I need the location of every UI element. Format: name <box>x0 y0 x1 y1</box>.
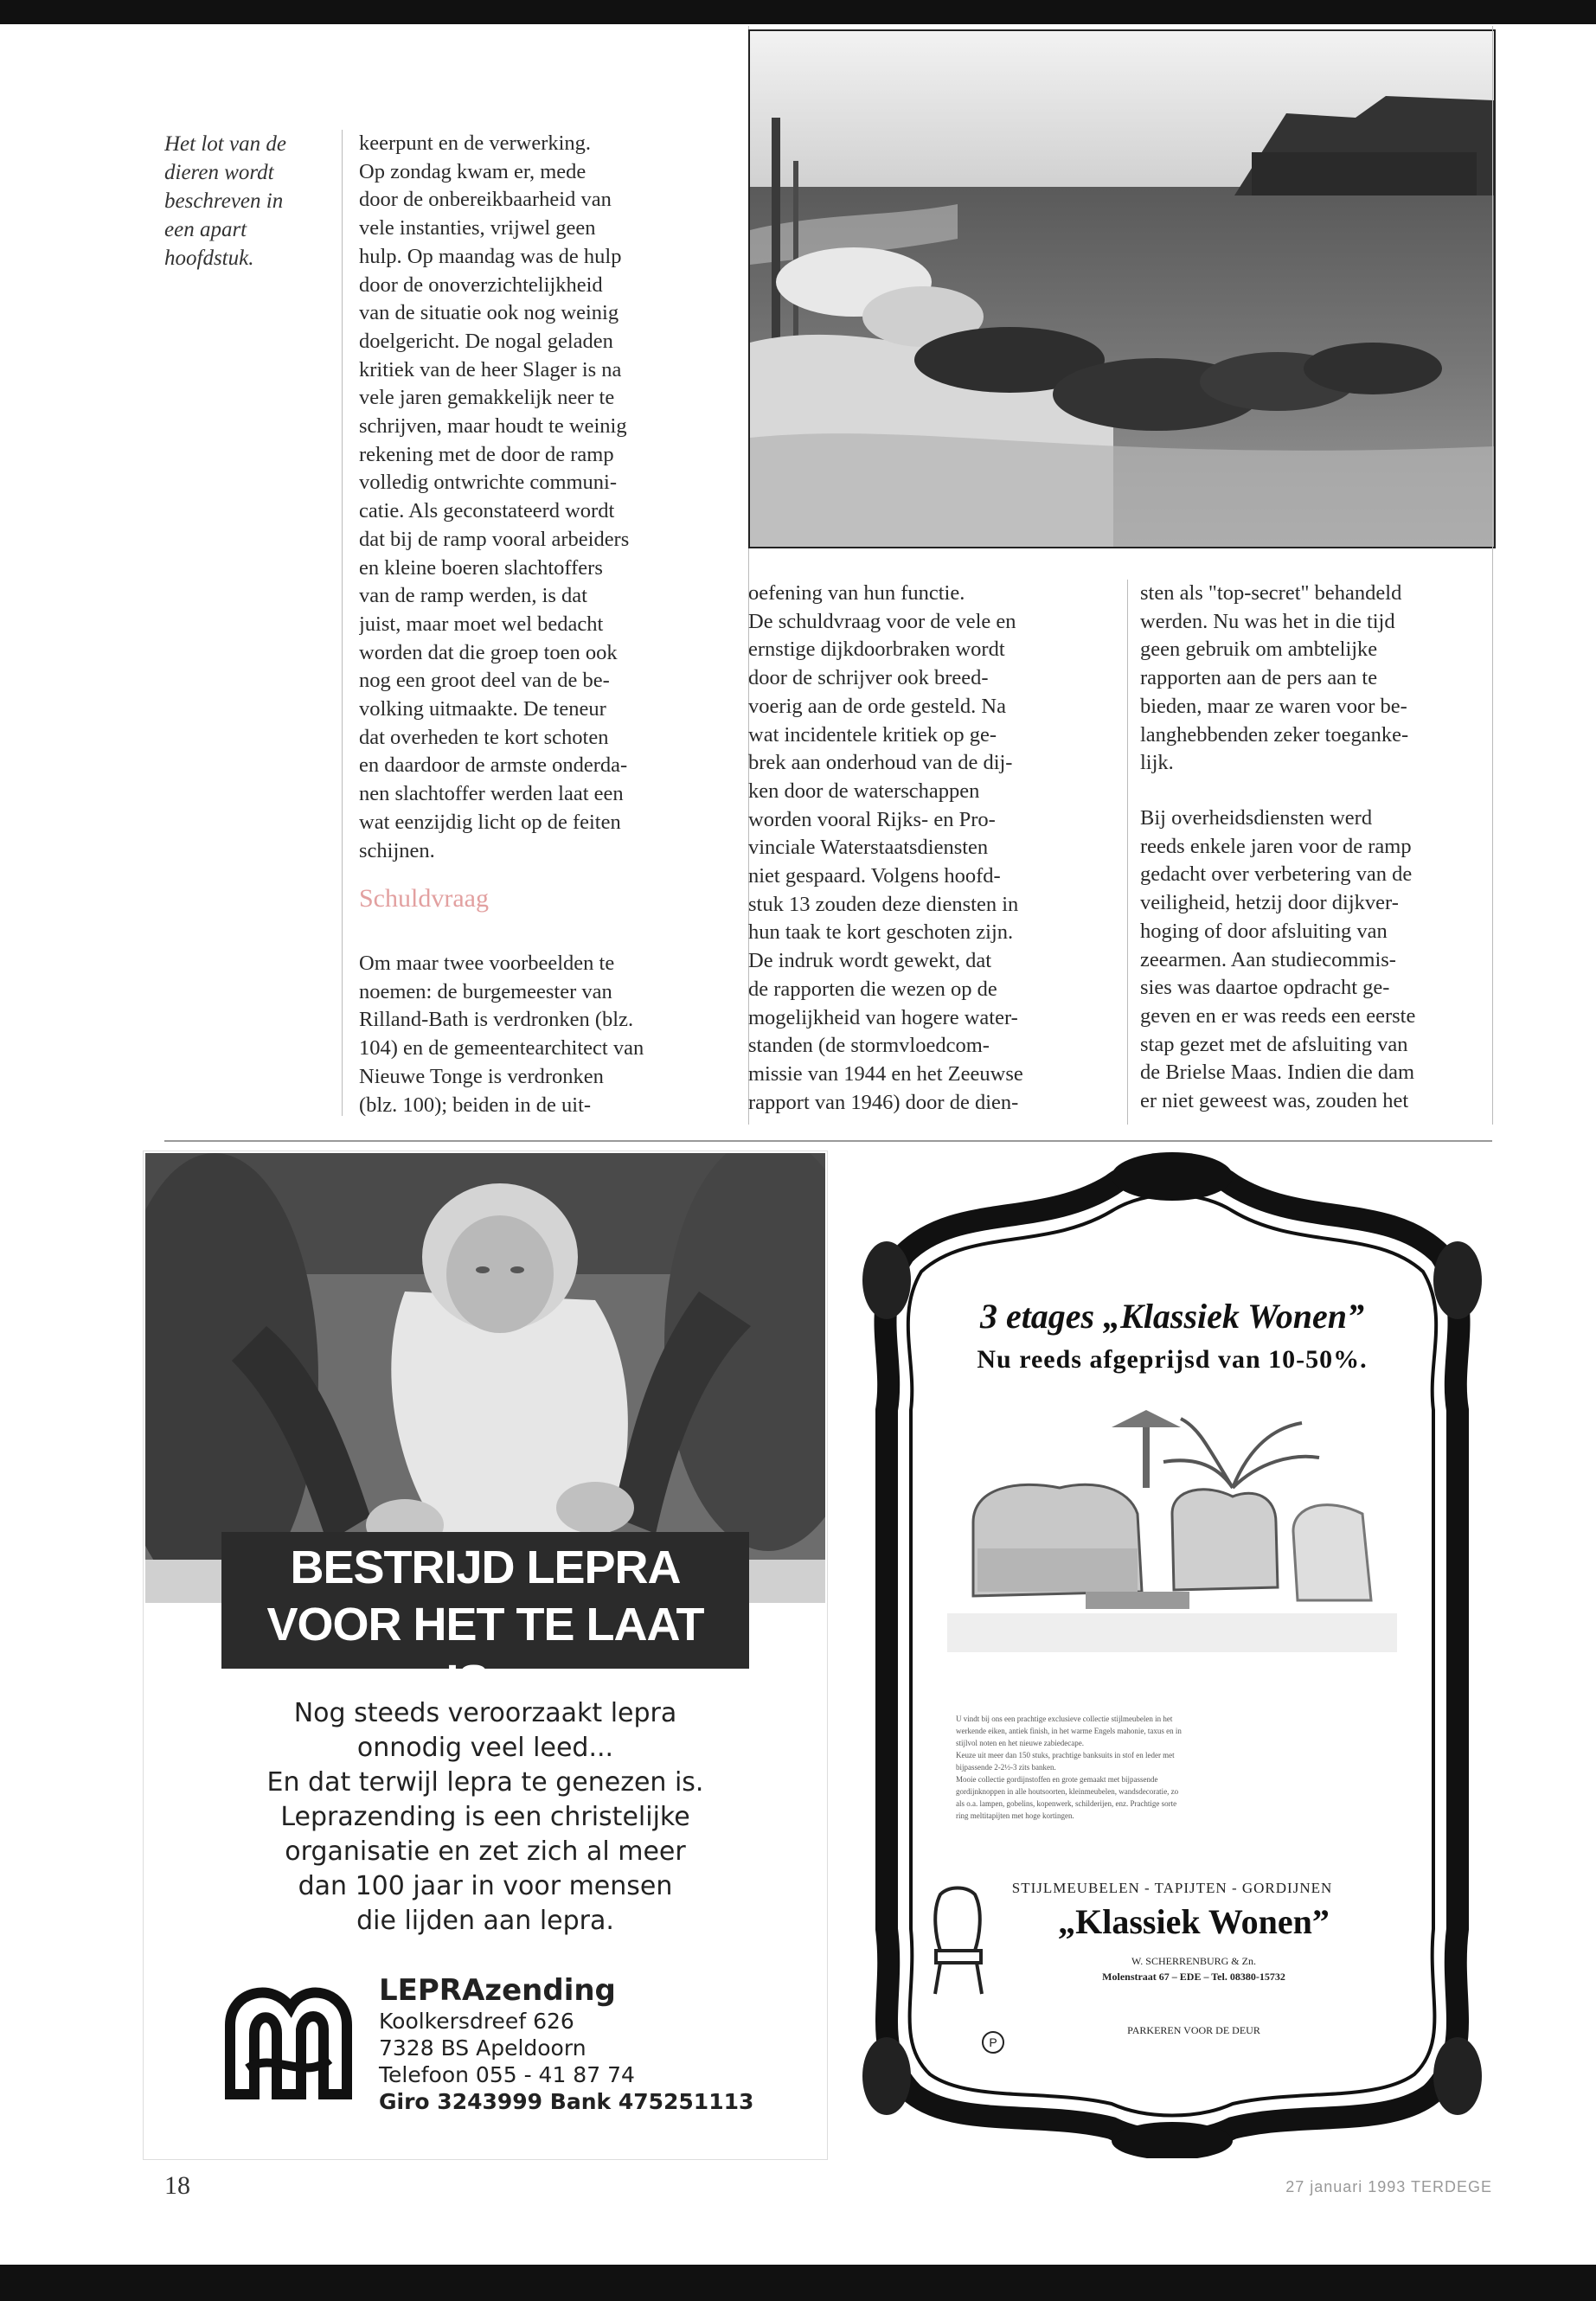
article-line: volledig ontwrichte communi- <box>359 471 618 495</box>
lepra-banner-line-2: VOOR HET TE LAAT IS... <box>266 1599 704 1708</box>
column-rule-3 <box>1127 580 1128 1125</box>
article-line: en kleine boeren slachtoffers <box>359 555 603 580</box>
footer-date-magazine: 27 januari 1993 TERDEGE <box>1285 2178 1492 2195</box>
article-line: en daardoor de armste onderda- <box>359 753 628 778</box>
article-column-1 <box>359 130 709 865</box>
article-line: vele jaren gemakkelijk neer te <box>359 386 615 410</box>
klassiek-owner: W. SCHERRENBURG & Zn. <box>1131 1955 1256 1967</box>
article-line: schijnen. <box>359 838 435 862</box>
lepra-giro: Giro 3243999 Bank 475251113 <box>379 2089 754 2114</box>
klassiek-description-line: als o.a. lampen, gobelins, kopenwerk, schilderijen, enz. Prachtige sorte <box>956 1799 1177 1808</box>
klassiek-name: „Klassiek Wonen” <box>1058 1902 1330 1941</box>
sidenote-line: een apart <box>164 218 247 241</box>
article-line: oefening van hun functie. <box>748 581 965 605</box>
article-line: worden vooral Rijks- en Pro- <box>748 807 996 831</box>
article-line: rapport van 1946) door de dien- <box>748 1090 1019 1114</box>
article-line: zeearmen. Aan studiecommis- <box>1140 947 1396 971</box>
article-line: Rilland-Bath is verdronken (blz. <box>359 1008 634 1032</box>
klassiek-subtitle: Nu reeds afgeprijsd van 10-50%. <box>977 1345 1368 1374</box>
article-line: keerpunt en de verwerking. <box>359 131 592 155</box>
klassiek-description <box>956 1713 1388 1822</box>
article-line: lijk. <box>1140 751 1174 775</box>
article-line: nog een groot deel van de be- <box>359 669 610 693</box>
sidenote-line: dieren wordt <box>164 161 274 184</box>
article-line: hoging of door afsluiting van <box>1140 919 1388 943</box>
article-line: nen slachtoffer werden laat een <box>359 782 624 806</box>
article-line: brek aan onderhoud van de dij- <box>748 751 1013 775</box>
klassiek-parking: PARKEREN VOOR DE DEUR <box>1127 2024 1260 2036</box>
lepra-phone: Telefoon 055 - 41 87 74 <box>379 2062 635 2087</box>
article-column-3b <box>1140 804 1503 1116</box>
section-heading-schuldvraag: Schuldvraag <box>359 884 489 913</box>
article-line: (blz. 100); beiden in de uit- <box>359 1093 592 1117</box>
article-line: langhebbenden zeker toeganke- <box>1140 722 1409 747</box>
article-line: 104) en de gemeentearchitect van <box>359 1036 644 1061</box>
klassiek-description-line: werkende eiken, antiek finish, in het warme Engels mahonie, taxus en in <box>956 1727 1182 1735</box>
article-line: catie. Als geconstateerd wordt <box>359 499 615 523</box>
article-column-3a <box>1140 580 1503 778</box>
article-line: doelgericht. De nogal geladen <box>359 329 613 353</box>
article-line: van de ramp werden, is dat <box>359 584 587 608</box>
article-line: kritiek van de heer Slager is na <box>359 357 622 381</box>
lepra-banner-line-1: BESTRIJD LEPRA <box>290 1541 681 1593</box>
article-line: ernstige dijkdoorbraken wordt <box>748 638 1005 662</box>
article-line: van de situatie ook nog weinig <box>359 301 619 325</box>
article-line: gedacht over verbetering van de <box>1140 862 1413 887</box>
lepra-text-line: organisatie en zet zich al meer <box>285 1836 686 1867</box>
parking-badge-label: P <box>989 2035 997 2049</box>
klassiek-title: 3 etages „Klassiek Wonen” <box>979 1297 1365 1336</box>
article-line: De schuldvraag voor de vele en <box>748 609 1016 633</box>
article-column-1b <box>359 950 722 1119</box>
column-rule-4 <box>1492 26 1493 1125</box>
ads-divider <box>164 1140 1492 1142</box>
article-line: sten als "top-secret" behandeld <box>1140 581 1402 605</box>
article-line: geven en er was reeds een eerste <box>1140 1003 1416 1028</box>
klassiek-description-line: Mooie collectie gordijnstoffen en grote gemaakt met bijpassende <box>956 1775 1158 1784</box>
sidenote-line: hoofdstuk. <box>164 247 254 270</box>
column-rule-1 <box>342 130 343 1116</box>
article-line: vele instanties, vrijwel geen <box>359 216 596 240</box>
lepra-address-1: Koolkersdreef 626 <box>379 2009 574 2034</box>
lepra-text-line: onnodig veel leed... <box>356 1733 614 1763</box>
article-line: er niet geweest was, zouden het <box>1140 1089 1409 1113</box>
klassiek-address: Molenstraat 67 – EDE – Tel. 08380-15732 <box>1102 1971 1285 1983</box>
furniture-photo <box>947 1393 1397 1652</box>
article-line: Om maar twee voorbeelden te <box>359 952 615 975</box>
lepra-text-line: En dat terwijl lepra te genezen is. <box>266 1767 704 1798</box>
article-line: vinciale Waterstaatsdiensten <box>748 836 989 860</box>
article-line: wat eenzijdig licht op de feiten <box>359 810 621 834</box>
sidenote <box>164 130 337 272</box>
article-line: mogelijkheid van hogere water- <box>748 1005 1018 1029</box>
bottom-border <box>0 2265 1596 2301</box>
article-line: volking uitmaakte. De teneur <box>359 697 606 721</box>
klassiek-description-line: stijlvol noten en het nieuwe zabiedecape. <box>956 1739 1084 1747</box>
article-line: hulp. Op maandag was de hulp <box>359 244 622 268</box>
article-line: geen gebruik om ambtelijke <box>1140 638 1378 662</box>
lepra-contact <box>379 1973 811 2115</box>
article-line: stap gezet met de afsluiting van <box>1140 1032 1408 1056</box>
article-line: hun taak te kort geschoten zijn. <box>748 920 1014 945</box>
article-line: werden. Nu was het in die tijd <box>1140 609 1395 633</box>
sidenote-line: Het lot van de <box>164 132 286 156</box>
article-line: Bij overheidsdiensten werd <box>1140 806 1373 830</box>
article-line: wat incidentele kritiek op ge- <box>748 722 997 747</box>
article-line: missie van 1944 en het Zeeuwse <box>748 1061 1023 1086</box>
klassiek-description-line: ring meltitapijten met hoge kortingen. <box>956 1811 1074 1820</box>
page-number: 18 <box>164 2171 190 2200</box>
article-line: worden dat die groep toen ook <box>359 640 618 664</box>
klassiek-description-line: bijpassende 2-2½-3 zits banken. <box>956 1763 1056 1772</box>
article-line: dat overheden te kort schoten <box>359 725 609 749</box>
article-line: ken door de waterschappen <box>748 779 980 803</box>
article-line: juist, maar moet wel bedacht <box>359 612 604 636</box>
article-line: De indruk wordt gewekt, dat <box>748 949 991 973</box>
article-line: sies was daartoe opdracht ge- <box>1140 976 1390 1000</box>
article-line: reeds enkele jaren voor de ramp <box>1140 834 1412 858</box>
lepra-address-2: 7328 BS Apeldoorn <box>379 2035 586 2061</box>
lepra-org-name: LEPRAzending <box>379 1973 616 2008</box>
article-line: door de onoverzichtelijkheid <box>359 272 603 297</box>
lepra-banner <box>221 1532 749 1708</box>
lepra-text-line: Nog steeds veroorzaakt lepra <box>293 1698 677 1728</box>
article-line: niet gespaard. Volgens hoofd- <box>748 864 1001 888</box>
article-line: door de onbereikbaarheid van <box>359 188 612 212</box>
lepra-text-line: die lijden aan lepra. <box>356 1906 614 1936</box>
lepra-logo-icon <box>221 1973 356 2103</box>
flood-photo-image <box>750 31 1494 547</box>
lepra-text-line: dan 100 jaar in voor mensen <box>298 1871 673 1901</box>
article-column-2 <box>748 580 1107 1117</box>
article-line: dat bij de ramp vooral arbeiders <box>359 527 630 551</box>
lepra-body-text <box>161 1696 810 1939</box>
klassiek-description-line: Keuze uit meer dan 150 stuks, prachtige banksuits in stof en leder met <box>956 1751 1175 1759</box>
article-line: noemen: de burgemeester van <box>359 979 612 1003</box>
article-line: voerig aan de orde gesteld. Na <box>748 694 1006 718</box>
flood-photo <box>748 29 1496 548</box>
article-line: standen (de stormvloedcom- <box>748 1034 990 1058</box>
article-line: rekening met de door de ramp <box>359 442 614 466</box>
article-line: Nieuwe Tonge is verdronken <box>359 1064 604 1088</box>
article-line: de Brielse Maas. Indien die dam <box>1140 1061 1415 1085</box>
top-border <box>0 0 1596 24</box>
sidenote-line: beschreven in <box>164 189 284 213</box>
klassiek-description-line: U vindt bij ons een prachtige exclusieve collectie stijlmeubelen in het <box>956 1715 1173 1723</box>
lepra-advertisement <box>143 1150 828 2160</box>
article-line: bieden, maar ze waren voor be- <box>1140 694 1407 718</box>
lepra-text-line: Leprazending is een christelijke <box>280 1802 690 1832</box>
klassiek-tagline: STIJLMEUBELEN - TAPIJTEN - GORDIJNEN <box>1011 1880 1333 1896</box>
klassiek-description-line: gordijnknoppen in alle houtsoorten, kleinmeubelen, wandsdecoratie, zo <box>956 1787 1179 1796</box>
article-line: schrijven, maar houdt te weinig <box>359 414 627 439</box>
klassiek-wonen-advertisement <box>852 1150 1492 2158</box>
article-line: rapporten aan de pers aan te <box>1140 666 1378 690</box>
article-line: veiligheid, hetzij door dijkver- <box>1140 891 1399 915</box>
article-line: door de schrijver ook breed- <box>748 666 989 690</box>
article-line: de rapporten die wezen op de <box>748 977 997 1001</box>
article-line: stuk 13 zouden deze diensten in <box>748 892 1019 916</box>
article-line: Op zondag kwam er, mede <box>359 159 586 183</box>
